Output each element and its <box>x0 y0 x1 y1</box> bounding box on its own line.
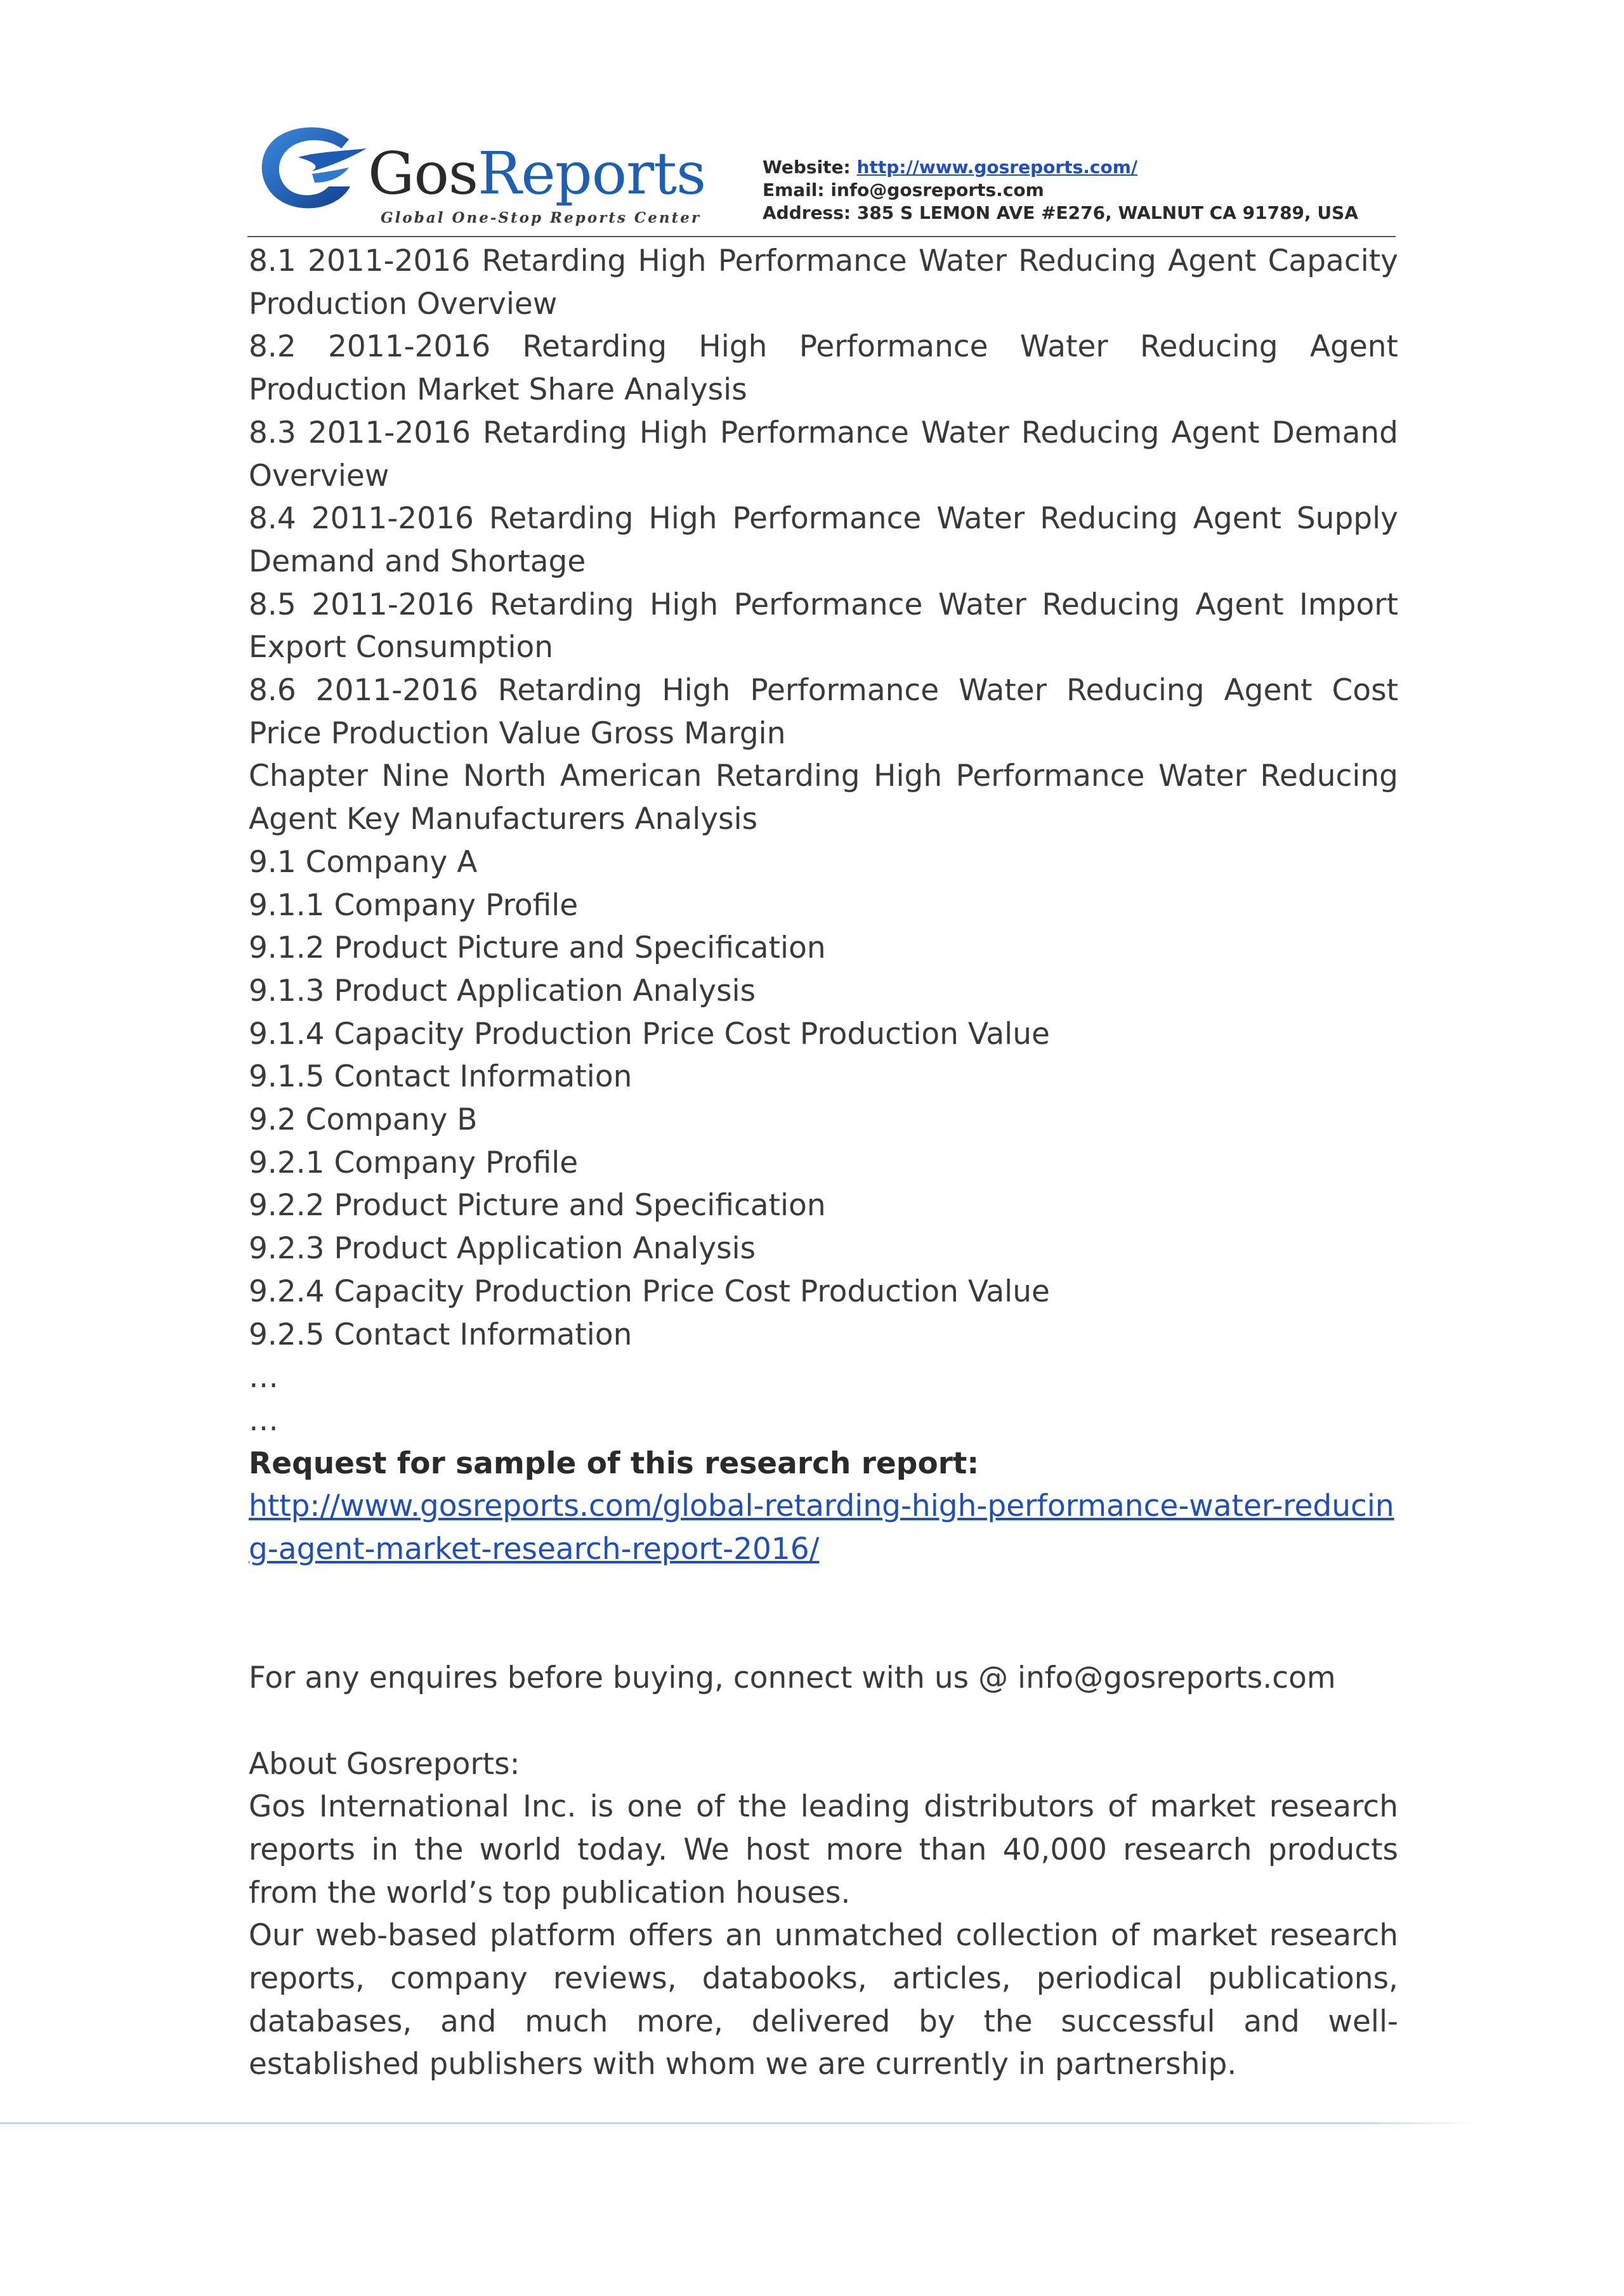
document-body <box>249 240 1398 2086</box>
sample-request-heading: Request for sample of this research report: <box>249 1445 979 1481</box>
toc-entry: 8.2 2011-2016 Retarding High Performance Water Reducing Agent Production Market Share Analysis <box>249 329 1398 408</box>
logo-wordmark <box>368 140 706 207</box>
spacer <box>249 1571 1398 1614</box>
toc-entry: 8.3 2011-2016 Retarding High Performance Water Reducing Agent Demand Overview <box>249 415 1398 493</box>
logo-tagline: Global One-Stop Reports Center <box>381 209 701 226</box>
spacer <box>249 1700 1398 1743</box>
footer-divider <box>0 2122 1478 2124</box>
toc-entry: 9.1.2 Product Picture and Specification <box>249 930 826 966</box>
page-header <box>247 121 1389 232</box>
toc-entry: 9.2.5 Contact Information <box>249 1317 632 1352</box>
gosreports-logo-icon <box>254 121 371 212</box>
toc-entry: 9.2 Company B <box>249 1102 478 1138</box>
address-value: 385 S LEMON AVE #E276, WALNUT CA 91789, USA <box>856 202 1358 223</box>
about-heading: About Gosreports: <box>249 1746 520 1782</box>
address-label: Address: <box>763 202 851 223</box>
sample-request-link-line <box>249 1485 1398 1570</box>
toc-entry: 9.2.2 Product Picture and Specification <box>249 1188 826 1223</box>
toc-entry: 8.6 2011-2016 Retarding High Performance Water Reducing Agent Cost Price Production Value Gross Margin <box>249 673 1398 751</box>
website-label: Website: <box>763 157 851 178</box>
header-contact-block <box>763 156 1358 225</box>
email-value: info@gosreports.com <box>830 179 1044 200</box>
toc-entry: 8.5 2011-2016 Retarding High Performance Water Reducing Agent Import Export Consumption <box>249 587 1398 665</box>
about-paragraph: Our web-based platform offers an unmatched collection of market research reports, company reviews, databooks, articles, periodical publications, databases, and much more, delivered by the successful and well-established publishers with whom we are currently in partnership. <box>249 1918 1398 2082</box>
header-divider <box>247 236 1396 237</box>
toc-chapter-heading: Chapter Nine North American Retarding High Performance Water Reducing Agent Key Manufacturers Analysis <box>249 759 1398 837</box>
address-line <box>763 202 1358 225</box>
toc-entry: 9.2.3 Product Application Analysis <box>249 1231 756 1267</box>
logo-suffix: Reports <box>478 140 706 207</box>
toc-entry: 9.1.5 Contact Information <box>249 1059 632 1095</box>
logo-prefix: Gos <box>368 140 478 207</box>
sample-request-link[interactable]: http://www.gosreports.com/global-retarding-high-performance-water-reducing-agent-market-research-report-2016/ <box>249 1489 1394 1567</box>
about-paragraph: Gos International Inc. is one of the leading distributors of market research reports in the world today. We host more than 40,000 research products from the world’s top publication houses. <box>249 1789 1398 1910</box>
toc-entry: 8.4 2011-2016 Retarding High Performance Water Reducing Agent Supply Demand and Shortage <box>249 501 1398 579</box>
email-label: Email: <box>763 179 825 200</box>
toc-entry: 9.1.3 Product Application Analysis <box>249 973 756 1008</box>
enquiry-text: For any enquires before buying, connect with us @ info@gosreports.com <box>249 1660 1336 1696</box>
toc-entry: 9.1.4 Capacity Production Price Cost Production Value <box>249 1016 1050 1052</box>
toc-ellipsis: … <box>249 1360 278 1395</box>
toc-entry: 9.2.1 Company Profile <box>249 1145 579 1180</box>
website-line <box>763 156 1358 179</box>
spacer <box>249 1614 1398 1657</box>
toc-entry: 8.1 2011-2016 Retarding High Performance Water Reducing Agent Capacity Production Overview <box>249 244 1398 322</box>
toc-entry: 9.1.1 Company Profile <box>249 887 579 923</box>
toc-ellipsis: … <box>249 1402 278 1438</box>
email-line <box>763 179 1358 202</box>
website-link[interactable]: http://www.gosreports.com/ <box>856 157 1138 178</box>
toc-entry: 9.2.4 Capacity Production Price Cost Production Value <box>249 1274 1050 1309</box>
toc-entry: 9.1 Company A <box>249 844 478 880</box>
